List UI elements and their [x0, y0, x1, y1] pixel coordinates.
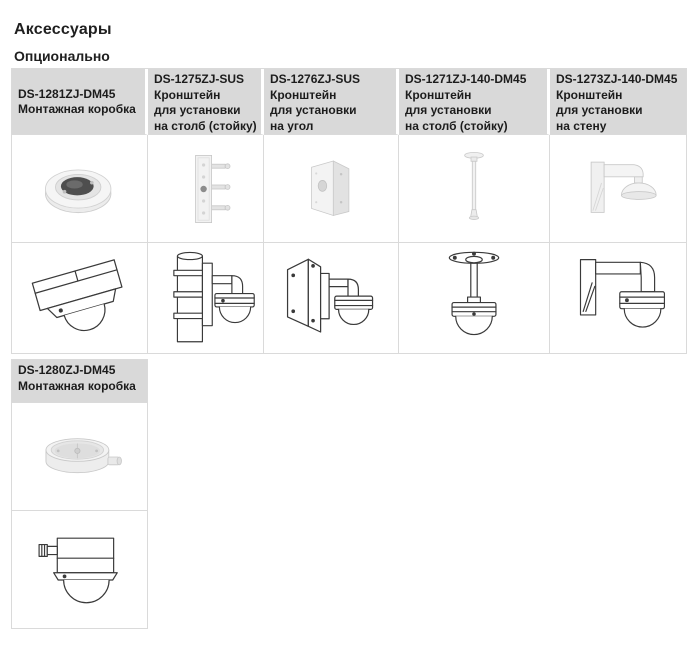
dome-camera-on-corner-mount-image [277, 247, 385, 349]
corner-mount-bracket-image [288, 154, 374, 224]
page-title: Аксессуары [14, 21, 112, 38]
accessory-caption-line: Кронштейн [154, 87, 221, 102]
accessory-drawing-cell [12, 243, 148, 354]
accessory-caption-line: на угол [270, 118, 314, 133]
dome-camera-on-pendant-mount-image [442, 247, 506, 349]
accessory-drawing-cell [12, 511, 148, 629]
accessory-photo-cell [264, 135, 399, 243]
accessory-caption-line: для установки [154, 103, 241, 117]
accessory-photo-cell [148, 135, 264, 243]
accessory-caption-line: на столб (стойку) [405, 118, 508, 133]
accessory-caption-line: Кронштейн [405, 87, 472, 102]
accessory-caption-line: для установки [556, 103, 643, 117]
accessory-photo-cell [12, 135, 148, 243]
accessory-drawing-cell [550, 243, 687, 354]
accessories-table [11, 68, 687, 354]
dome-camera-on-pole-mount-image [156, 246, 256, 350]
accessory-caption-line: Монтажная коробка [18, 102, 136, 116]
accessory-model: DS-1276ZJ-SUS [270, 72, 361, 86]
accessory-photo-cell [399, 135, 550, 243]
accessory-model: DS-1281ZJ-DM45 [18, 86, 116, 101]
accessory-model: DS-1271ZJ-140-DM45 [405, 72, 527, 86]
accessory-drawing-cell [264, 243, 399, 354]
accessory-header-ds-1271zj-140-dm45 [399, 69, 550, 135]
pole-mount-plate-image [162, 149, 250, 229]
accessory-model: DS-1273ZJ-140-DM45 [556, 72, 678, 86]
accessory-caption-line: Кронштейн [556, 87, 623, 102]
accessories-table-2 [11, 359, 148, 629]
accessory-drawing-cell [399, 243, 550, 354]
accessory-drawing-cell [148, 243, 264, 354]
accessory-header-ds-1276zj-sus [264, 69, 399, 135]
pendant-rod-image [457, 146, 491, 231]
accessory-header-ds-1281zj-dm45 [12, 69, 148, 135]
accessory-model: DS-1275ZJ-SUS [154, 72, 245, 86]
accessory-photo-cell [12, 403, 148, 511]
wall-mount-bracket-image [570, 150, 666, 228]
accessory-header-ds-1273zj-140-dm45 [550, 69, 687, 135]
round-junction-box-image [32, 422, 128, 492]
accessory-caption-line: Монтажная коробка [18, 378, 136, 393]
round-mounting-box-image [30, 157, 130, 221]
accessory-model: DS-1280ZJ-DM45 [18, 363, 116, 377]
dome-camera-in-inclined-box-image [28, 246, 132, 350]
section-subtitle: Опционально [14, 48, 110, 64]
dome-camera-on-wall-mount-image [568, 248, 668, 348]
accessory-caption-line: на столб (стойку) [154, 118, 257, 133]
accessory-caption-line: для установки [405, 103, 492, 117]
accessory-caption-line: на стену [556, 118, 607, 133]
accessory-caption-line: Кронштейн [270, 87, 337, 102]
dome-camera-with-junction-box-image [30, 520, 130, 620]
accessory-photo-cell [550, 135, 687, 243]
accessory-header-ds-1275zj-sus [148, 69, 264, 135]
accessory-caption-line: для установки [270, 103, 357, 117]
accessory-header-ds-1280zj-dm45 [12, 360, 148, 403]
